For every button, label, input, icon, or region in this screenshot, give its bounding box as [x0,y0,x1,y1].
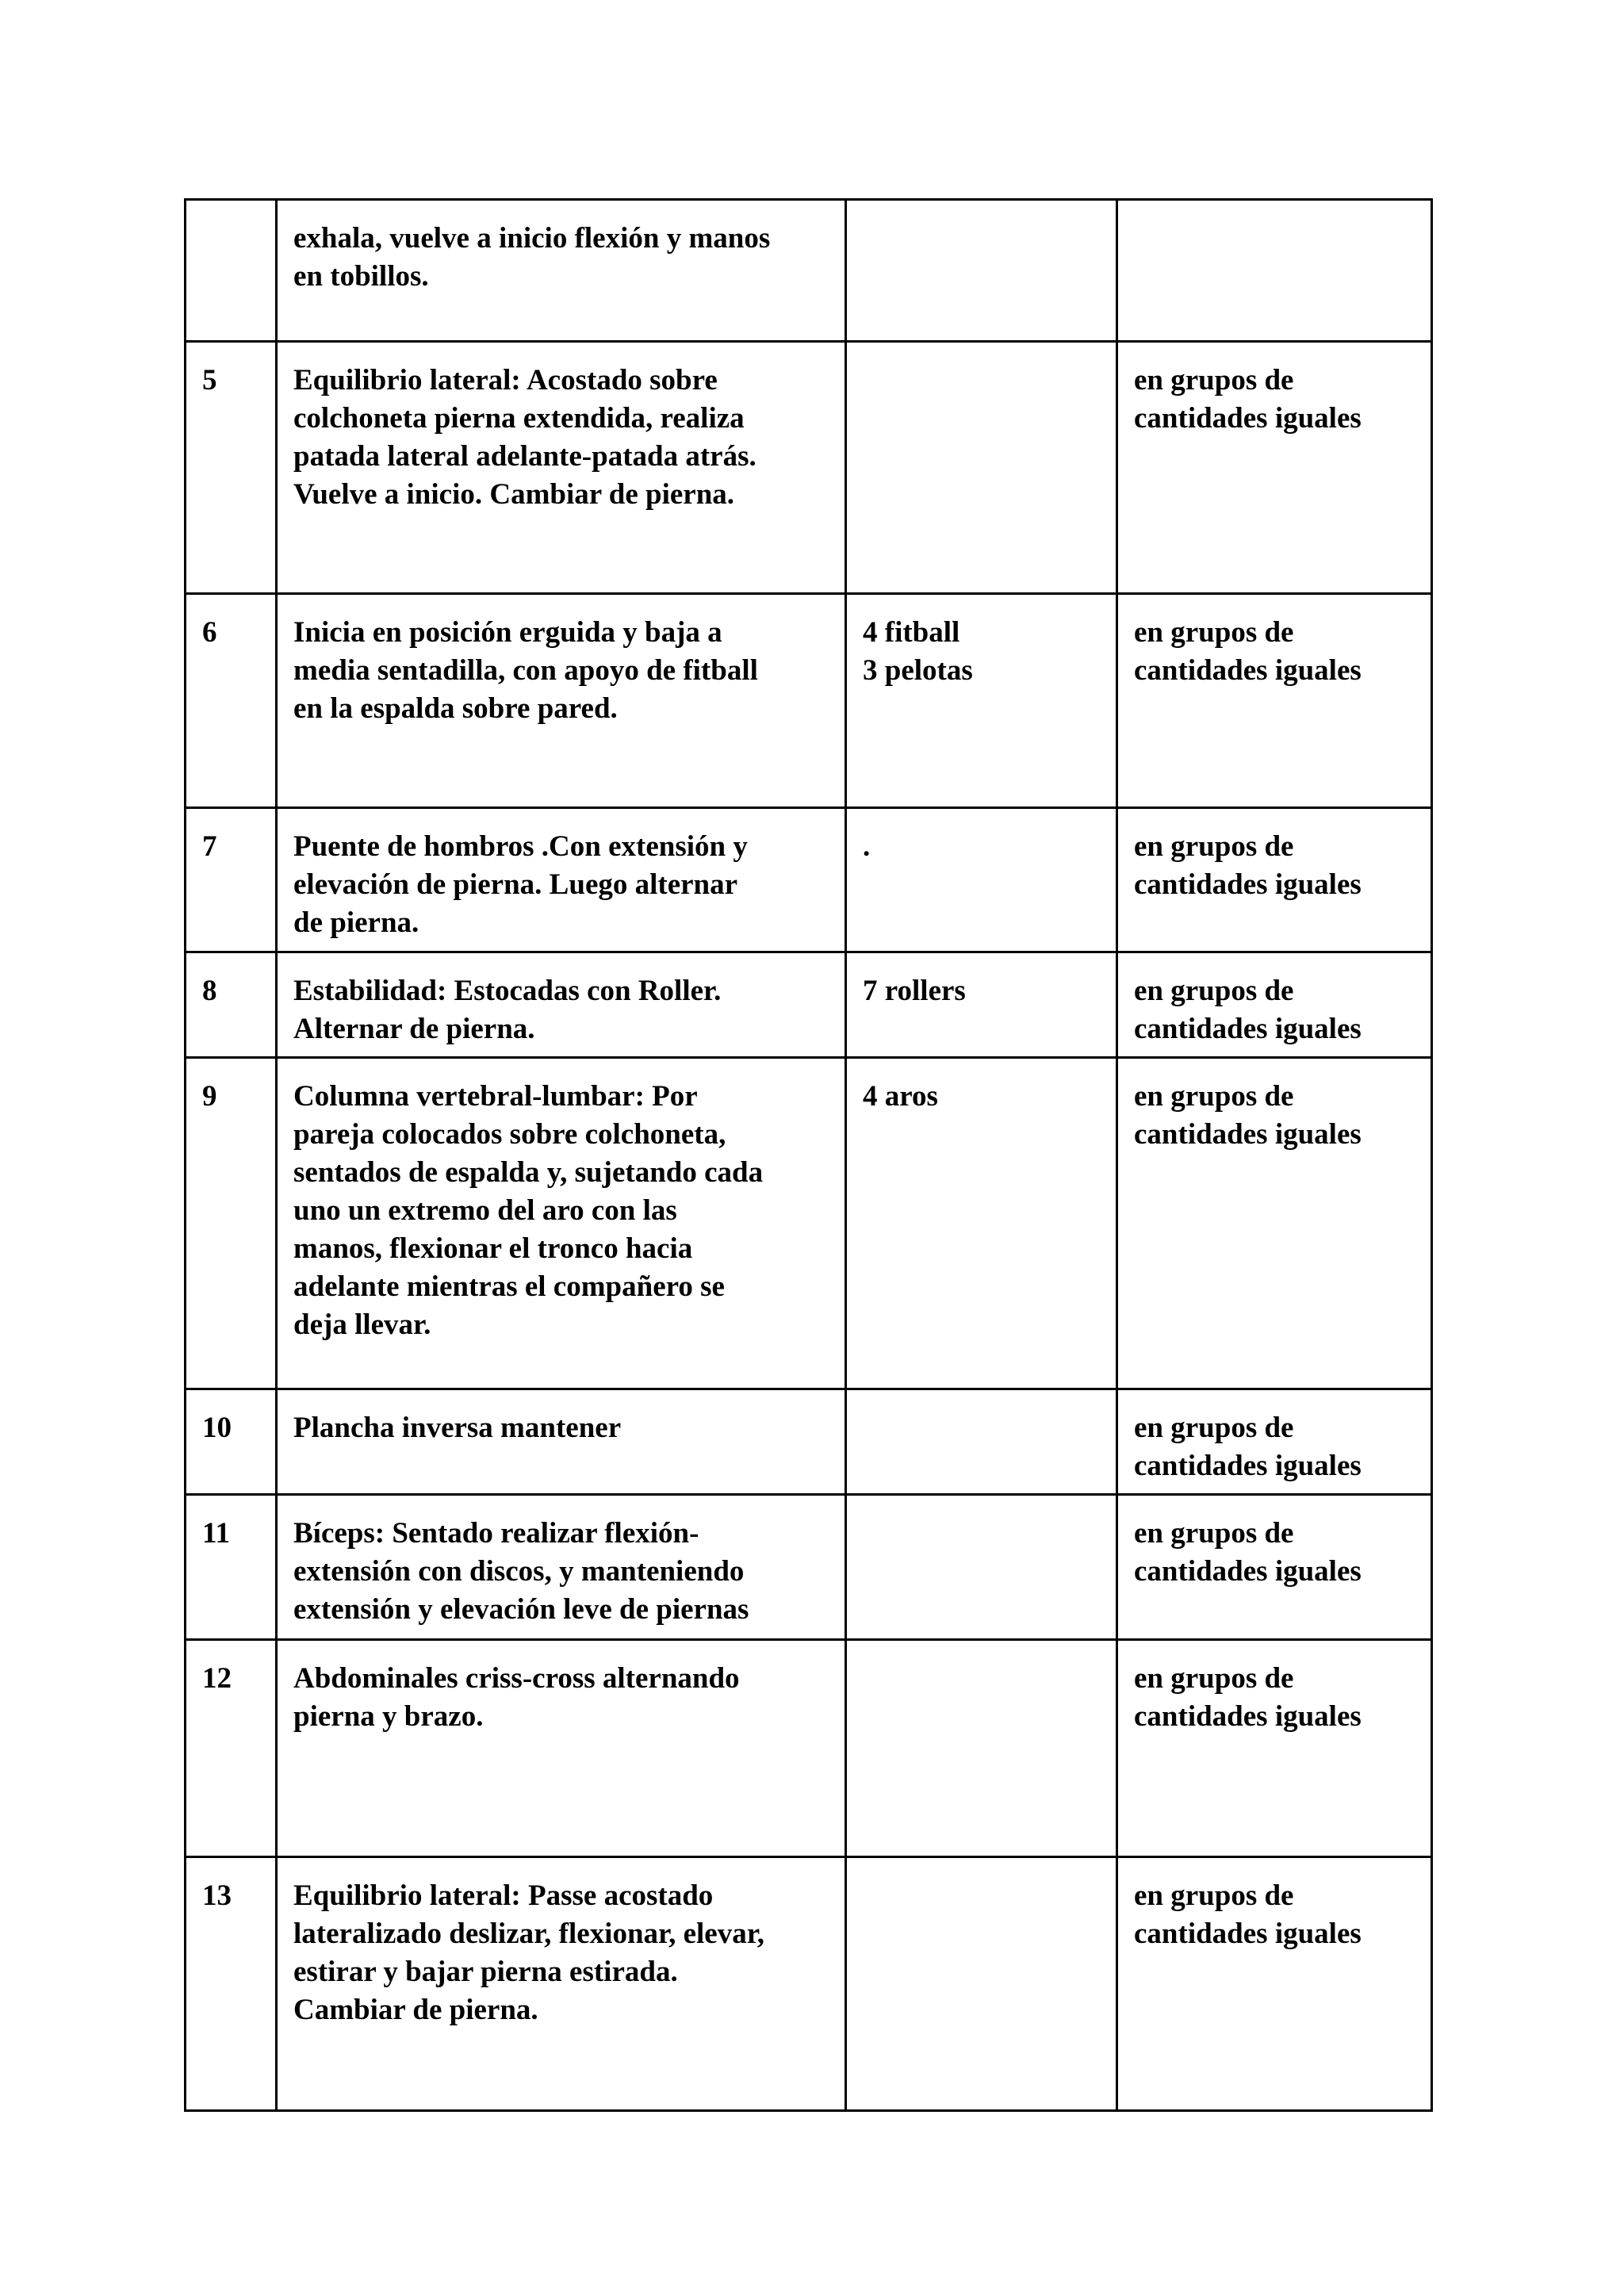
table-row [186,1389,1432,1495]
exercise-number: 9 [186,1058,277,1389]
exercise-organization: en grupos de cantidades iguales [1117,808,1432,952]
table-row [186,1640,1432,1857]
exercise-materials [846,342,1117,594]
exercise-materials: 7 rollers [846,952,1117,1058]
exercise-description: Estabilidad: Estocadas con Roller. Alternar de pierna. [277,952,846,1058]
exercise-description: Equilibrio lateral: Passe acostado lateralizado deslizar, flexionar, elevar, estirar y bajar pierna estirada. Cambiar de pierna. [277,1857,846,2111]
exercise-description: exhala, vuelve a inicio flexión y manos en tobillos. [277,200,846,342]
exercise-number [186,200,277,342]
exercise-number: 12 [186,1640,277,1857]
exercise-number: 13 [186,1857,277,2111]
exercise-materials: 4 fitball 3 pelotas [846,594,1117,808]
table-row [186,1495,1432,1640]
exercise-number: 6 [186,594,277,808]
exercise-description: Inicia en posición erguida y baja a media sentadilla, con apoyo de fitball en la espalda sobre pared. [277,594,846,808]
exercise-materials: . [846,808,1117,952]
exercise-organization: en grupos de cantidades iguales [1117,1495,1432,1640]
exercise-organization: en grupos de cantidades iguales [1117,342,1432,594]
exercise-organization: en grupos de cantidades iguales [1117,1857,1432,2111]
exercise-organization: en grupos de cantidades iguales [1117,1389,1432,1495]
exercise-description: Bíceps: Sentado realizar flexión- extensión con discos, y manteniendo extensión y elevación leve de piernas [277,1495,846,1640]
table-row [186,1058,1432,1389]
table-row [186,200,1432,342]
table-row [186,1857,1432,2111]
exercise-description: Equilibrio lateral: Acostado sobre colchoneta pierna extendida, realiza patada lateral adelante-patada atrás. Vuelve a inicio. Cambiar de pierna. [277,342,846,594]
exercise-number: 11 [186,1495,277,1640]
table-row [186,594,1432,808]
exercise-materials [846,1389,1117,1495]
exercise-organization: en grupos de cantidades iguales [1117,594,1432,808]
exercise-number: 8 [186,952,277,1058]
exercise-number: 7 [186,808,277,952]
exercise-organization: en grupos de cantidades iguales [1117,1058,1432,1389]
exercise-organization: en grupos de cantidades iguales [1117,1640,1432,1857]
exercise-materials: 4 aros [846,1058,1117,1389]
exercise-number: 5 [186,342,277,594]
exercise-description: Abdominales criss-cross alternando pierna y brazo. [277,1640,846,1857]
table-row [186,952,1432,1058]
exercise-materials [846,200,1117,342]
exercise-description: Columna vertebral-lumbar: Por pareja colocados sobre colchoneta, sentados de espalda y, sujetando cada uno un extremo del aro con las manos, flexionar el tronco hacia adelante mientras el compañero se deja llevar. [277,1058,846,1389]
exercise-materials [846,1857,1117,2111]
exercise-description: Plancha inversa mantener [277,1389,846,1495]
exercise-number: 10 [186,1389,277,1495]
exercise-table [184,198,1433,2112]
exercise-materials [846,1495,1117,1640]
exercise-organization [1117,200,1432,342]
table-row [186,342,1432,594]
table-row [186,808,1432,952]
exercise-materials [846,1640,1117,1857]
exercise-description: Puente de hombros .Con extensión y elevación de pierna. Luego alternar de pierna. [277,808,846,952]
exercise-organization: en grupos de cantidades iguales [1117,952,1432,1058]
